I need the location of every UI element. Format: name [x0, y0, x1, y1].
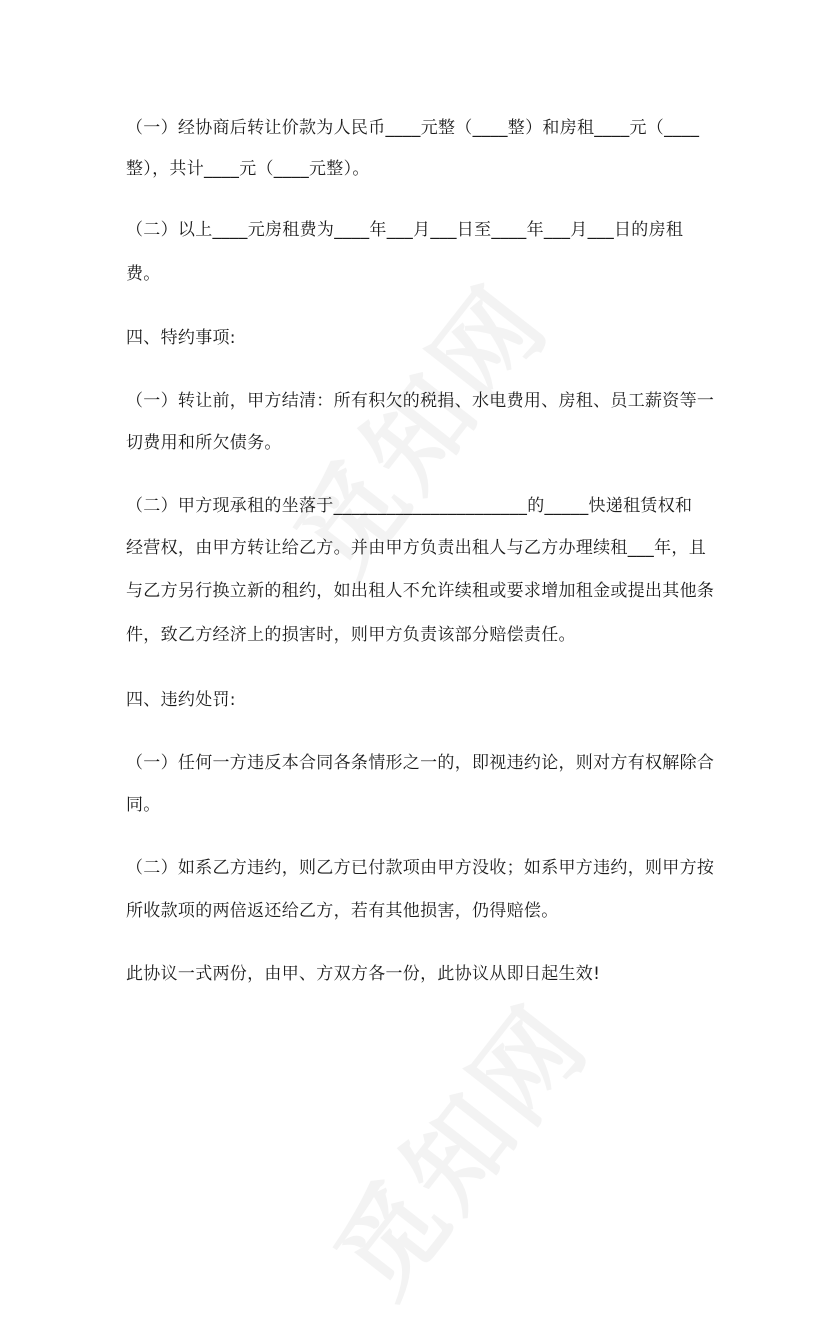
watermark: [294, 969, 615, 1321]
paragraph-line: 件，致乙方经济上的损害时，则甲方负责该部分赔偿责任。: [126, 625, 576, 645]
closing-statement: 此协议一式两份，由甲、方双方各一份，此协议从即日起生效!: [126, 964, 601, 984]
paragraph-line: 费。: [126, 264, 161, 284]
paragraph-line: 经营权，由甲方转让给乙方。并由甲方负责出租人与乙方办理续租___年，且: [126, 538, 706, 558]
paragraph-line: （一）经协商后转让价款为人民币____元整（____整）和房租____元（____: [126, 118, 700, 138]
paragraph-line: 所收款项的两倍返还给乙方，若有其他损害，仍得赔偿。: [126, 901, 559, 921]
paragraph-line: 整），共计____元（____元整）。: [126, 159, 370, 179]
section-heading: 四、特约事项:: [126, 328, 236, 348]
paragraph-line: （二）如系乙方违约，则乙方已付款项由甲方没收；如系甲方违约，则甲方按: [126, 858, 715, 878]
paragraph-line: （一）转让前，甲方结清：所有积欠的税捐、水电费用、房租、员工薪资等一: [126, 391, 715, 411]
paragraph-line: （二）以上____元房租费为____年___月___日至____年___月___日的房租: [126, 220, 684, 240]
section-heading: 四、违约处罚:: [126, 690, 236, 710]
paragraph-line: 同。: [126, 795, 161, 815]
paragraph-line: 与乙方另行换立新的租约，如出租人不允许续租或要求增加租金或提出其他条: [126, 581, 715, 601]
paragraph-line: 切费用和所欠债务。: [126, 433, 282, 453]
paragraph-line: （二）甲方现承租的坐落于______________________的_____快递租赁权和: [126, 496, 693, 516]
paragraph-line: （一）任何一方违反本合同各条情形之一的，即视违约论，则对方有权解除合: [126, 753, 715, 773]
